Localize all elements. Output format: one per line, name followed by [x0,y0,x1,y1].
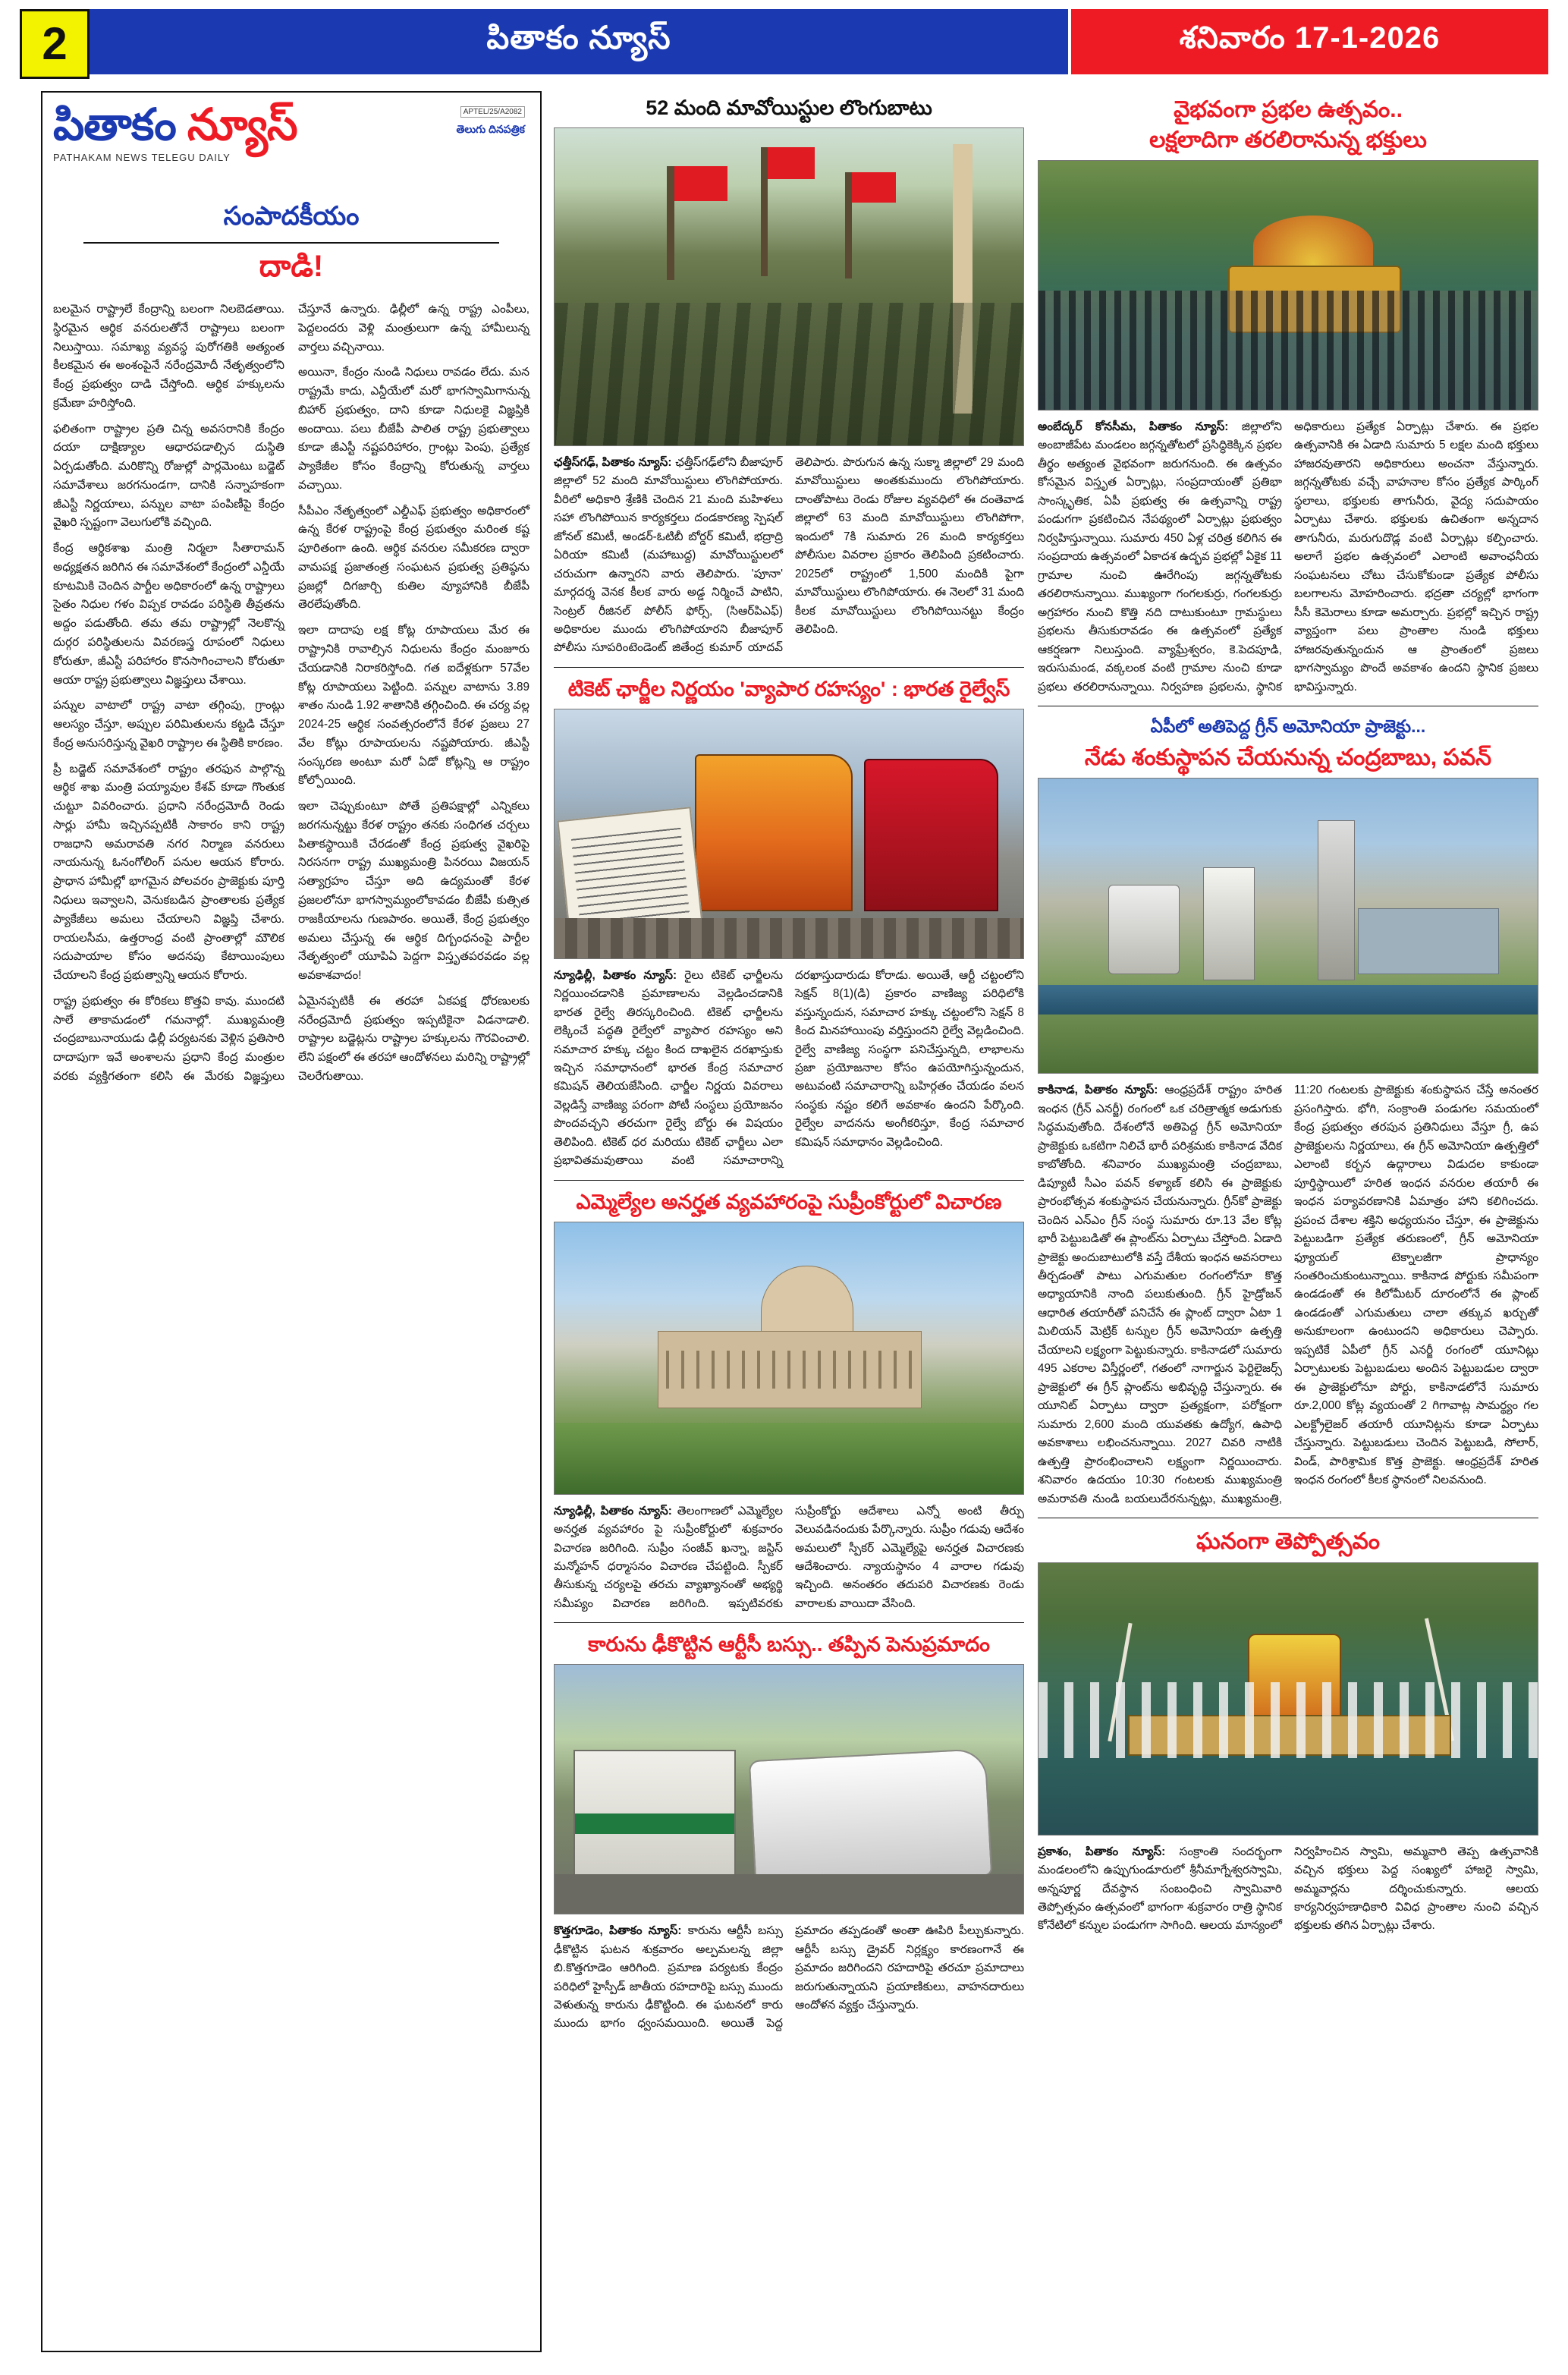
train-ticket-photo [554,709,1024,959]
center-column [554,91,1024,2034]
masthead-title: పితాకం న్యూస్ [486,19,671,55]
editorial-paragraph: పన్నుల వాటాలో రాష్ట్ర వాటా తగ్గింపు, గ్రాంట్లు ఆలస్యం చేస్తూ, అప్పుల పరిమితులను కట్టడి చేస్తూ కేంద్ర అనుసరిస్తున్న వైఖరి రాష్ట్రాల ఈ స్థితికి కారణం. [53,699,284,750]
editorial-paragraph: ఇలా చెప్పుకుంటూ పోతే ప్రతిపక్షాల్లో ఎన్నికలు జరగనున్నట్టు కేరళ రాష్ట్రం తనకు సంధిగత చర్చలు పితాకస్థాయికి చేరడంతో కేంద్ర ప్రభుత్వ వైఖరిపై నిరసనగా రాష్ట్ర ముఖ్యమంత్రి పినరయి విజయన్ సత్యాగ్రహం చేస్తూ అది ఉద్యమంతో కేరళ ప్రజలలోనూ భాగస్వామ్యంలోకావడం బీజేపీ కుత్సిత రాజకీయాలను గుణపాఠం. అయితే, కేంద్ర ప్రభుత్వం అమలు చేస్తున్న ఈ ఆర్థిక దిగ్బంధనంపై పార్టీల నేతృత్వంలో యూపిఏ పెద్దగా విస్తృతపరవడం వల్ల అవకాశవాదం! [298,800,529,983]
article-green-ammonia [1038,716,1538,1508]
article-headline: నేడు శంకుస్థాపన చేయనున్న చంద్రబాబు, పవన్ [1084,744,1492,770]
article-text: సంక్రాంతి సందర్భంగా మండలంలోని ఉప్పుగుండూరులో శ్రీనీమాగ్నేశ్వరస్వామి, అన్నపూర్ణ దేవస్థాన సంబంధించి స్వామివారి తెప్పోత్సవం ఉత్సవంలో భాగంగా శుక్రవారం రాత్రి స్థానిక కోనేటిలో కన్నుల పండుగగా సాగింది. ఆలయ మాన్యంలో నిర్వహించిన స్వామి, అమ్మవారి తెప్ప ఉత్సవానికి వచ్చిన భక్తులు పెద్ద సంఖ్యలో హాజరై స్వామి, అమ్మవార్లను దర్శించుకున్నారు. ఆలయ కార్యనిర్వహణాధికారి వివిధ ప్రాంతాల నుంచి వచ్చిన భక్తులకు తగిన ఏర్పాట్లు చేశారు. [1038,1845,1538,1933]
article-dateline: కాకినాడ, పితాకం న్యూస్: [1038,1084,1158,1097]
article-mla-disqualification [554,1190,1024,1614]
article-headline: ఎమ్మెల్యేల అనర్హత వ్యవహారంపై సుప్రీంకోర్టులో విచారణ [576,1190,1002,1213]
article-dateline: కొత్తగూడెం, పితాకం న్యూస్: [554,1924,682,1938]
editorial-section-title: సంపాదకీయం [223,202,360,231]
article-dateline: ప్రకాశం, పితాకం న్యూస్: [1038,1845,1166,1858]
article-headline: 52 మంది మావోయిస్టుల లొంగుబాటు [646,96,932,119]
article-prabhala-festival [1038,96,1538,697]
article-headline: కారును ఢీకొట్టిన ఆర్టీసీ బస్సు.. తప్పిన పెనుప్రమాదం [588,1633,990,1656]
date-band [1071,9,1548,74]
logo-registration-code: APTEL/25/A2082 [460,106,525,118]
article-bus-crash [554,1632,1024,2034]
article-body [1038,1843,1538,1936]
editorial-paragraph: అయినా, కేంద్రం నుండి నిధులు రావడం లేదు. మన రాష్ట్రమే కాదు, ఎన్డీయేలో మరో భాగస్వామిగానున్న బిహార్ ప్రభుత్వం, దాని కూడా నిధులకై విజ్ఞప్తికి అందాయి. పలు బీజేపీ పాలిత రాష్ట్ర ప్రభుత్వాలు కూడా జీఎస్టీ నష్టపరిహారం, గ్రాంట్లు పెంపు, ప్రత్యేక ప్యాకేజీల కోసం కేంద్రాన్ని కోరుతున్న వార్తలు వచ్చాయి. [298,366,529,492]
article-headline: టికెట్ ఛార్జీల నిర్ణయం 'వ్యాపార రహస్యం' : భారత రైల్వేస్ [567,677,1010,700]
editorial-paragraph: సీపీఎం నేతృత్వంలో ఎల్డీఎఫ్ ప్రభుత్వం అధికారంలో ఉన్న కేరళ రాష్ట్రంపై కేంద్ర ప్రభుత్వం మరింత కష్ట పూరితంగా ఉంది. ఆర్థిక వనరుల సమీకరణ ద్వారా వామపక్ష ప్రజాతంత్ర సంఘటన ప్రభుత్వ ప్రతిష్ఠను ప్రజల్లో దిగజార్చి కుతిల వ్యూహానికి బీజేపీ తెరలేపుతోంది. [298,504,529,612]
article-text: జిల్లాలోని అంబాజీపేట మండలం జగ్గన్నతోటలో ప్రసిద్ధికెక్కిన ప్రభల తీర్థం అత్యంత వైభవంగా జరుగనుంది. ఈ ఉత్సవం కోసమైన విస్తృత ఏర్పాట్లు, సంప్రదాయంతో ప్రతిభా సాంస్కృతిక, ఏపీ ప్రభుత్వ ఈ ఉత్సవాన్ని రాష్ట్ర పండుగగా ప్రకటించిన నేపథ్యంలో ఏర్పాట్లు ప్రభుత్వం నిర్వహిస్తున్నాయి. సుమారు 450 ఏళ్ల చరిత్ర కలిగిన ఈ సంప్రదాయ ఉత్సవంలో ఏకాదశ ఉద్భవ ప్రభల్లో ఏకైక 11 గ్రామాల నుంచి ఊరేగింపు జగ్గన్నతోటకు తరలిరానున్నాయి. ముఖ్యంగా గంగలకుర్రు, గంగలకుర్రు అగ్రహారం నుంచి కొత్తి నది దాటుకుంటూ గ్రామస్థులు ప్రభలను తీసుకురావడం ఈ ఉత్సవంలో ప్రత్యేక ఆకర్షణగా నిలుస్తుంది. వ్యాఘ్రేశ్వరం, కె.పెదపూడి, ఇరుసుమండ, వక్కలంక వంటి గ్రామాల నుంచి కూడా ప్రభలు తరలిరానున్నాయి. నిర్వహణ ప్రభలను, స్థానిక అధికారులు ప్రత్యేక ఏర్పాట్లు చేశారు. ఈ ప్రభల ఉత్సవానికి ఈ ఏడాది సుమారు 5 లక్షల మంది భక్తులు హాజరవుతారని అధికారులు అంచనా వేస్తున్నారు. జగ్గన్నతోటకు వచ్చే వాహనాల కోసం ప్రత్యేక పార్కింగ్ స్థలాలు, భక్తులకు తాగునీరు, వైద్య సదుపాయం ఏర్పాటు చేశారు. భక్తులకు ఉచితంగా అన్నదాన తాగునీరు, మరుగుదొడ్ల వంటి ఏర్పాట్లు కల్పించారు. అలాగే ప్రభల ఉత్సవంలో ఎలాంటి అవాంఛనీయ సంఘటనలు చోటు చేసుకోకుండా ప్రత్యేక పోలీసు బలగాలను మోహరించారు. భద్రతా చర్యల్లో భాగంగా సీసీ కెమెరాలు కూడా అమర్చారు. ప్రభల్లో ఇచ్చిన రాష్ట్ర వ్యాప్తంగా పలు ప్రాంతాల నుండి భక్తులు హాజరవుతున్నందున ఆ ప్రాంతంలో ప్రజలు భాగస్వామ్యం పొందే అవకాశం ఉందని స్థానిక ప్రజలు భావిస్తున్నారు. [1038,420,1538,694]
article-text: రైలు టికెట్ ఛార్జీలను నిర్ణయించడానికి ప్రమాణాలను వెల్లడించడానికి భారత రైల్వే తిరస్కరించింది. టికెట్ ఛార్జీలను లెక్కించే పద్ధతి రైల్వేలో వ్యాపార రహస్యం అని సమాచార హక్కు చట్టం కింద దాఖలైన దరఖాస్తుకు ఇచ్చిన సమాధానంలో భారత కేంద్ర సమాచార కమిషన్ తెలియజేసింది. ఛార్జీల నిర్ణయ వివరాలు వెల్లడిస్తే వాణిజ్య పరంగా పోటీ సంస్థలు ప్రయోజనం పొందవచ్చని తరచుగా రైల్వే బోర్డు ఈ విషయం తెలిపింది. టికెట్ ధర మరియు టికెట్ ఛార్జీలు ఎలా ప్రభావితమవుతాయి వంటి సమాచారాన్ని దరఖాస్తుదారుడు కోరాడు. అయితే, ఆర్టీ చట్టంలోని సెక్షన్ 8(1)(డి) ప్రకారం వాణిజ్య పరిధిలోకి వస్తున్నందున, సమాచార హక్కు చట్టంలోని సెక్షన్ 8 కింద మినహాయింపు వర్తిస్తుందని రైల్వే వెల్లడించింది. రైల్వే వాణిజ్య సంస్థగా పనిచేస్తున్నది, లాభాలను ప్రజా ప్రయోజనాల కోసం ఉపయోగిస్తున్నందున, అటువంటి సమాచారాన్ని బహిర్గతం చేయడం వలన సంస్థకు నష్టం కలిగే అవకాశం ఉందని పేర్కొంది. రైల్వేల వాదనను అంగీకరిస్తూ, కేంద్ర సమాచార కమిషన్ సమాధానం వెల్లడించింది. [554,968,1024,1168]
article-body [1038,1081,1538,1508]
logo-telugu-subtitle: తెలుగు దినపత్రిక [456,123,525,135]
editorial-column [41,91,542,2352]
bus-car-crash-photo [554,1664,1024,1914]
editorial-paragraph: ప్రీ బడ్జెట్ సమావేశంలో రాష్ట్రం తరఫున పాల్గొన్న ఆర్థిక శాఖ మంత్రి పయ్యావుల కేశవ్ కూడా గొంతుక చుట్టూ వివరించారు. ప్రధాని నరేంద్రమోదీ రెండు సార్లు హామీ ఇచ్చినప్పటికీ సాకారం కాని రాష్ట్ర రాజధాని అమరావతి నగర నిర్మాణ వనరులు నాయనున్న ఓనంగోలింగ్ పనుల ఆయన కోరారు. ప్రాధాన హామీల్లో భాగమైన పోలవరం ప్రాజెక్టుకు పూర్తి నిధులు ఇవ్వాలని, వెనుకబడిన ప్రాంతాలకు ప్రత్యేక ప్యాకేజీలు అమలు చేయాలని విజ్ఞప్తి చేశారు. రాయలసీమ, ఉత్తరాంధ్ర వంటి ప్రాంతాల్లో మౌలిక సదుపాయాల కోసం అదనపు కేటాయింపులు చేయాలని కేంద్ర ప్రభుత్వాన్ని ఆయన కోరారు. [53,762,284,983]
editorial-headline: దాడి! [259,250,324,283]
theppotsavam-photo [1038,1562,1538,1836]
article-dateline: ఛత్తీస్‌గఢ్, పితాకం న్యూస్: [554,455,672,469]
article-dateline: న్యూఢిల్లీ, పితాకం న్యూస్: [554,1504,672,1518]
divider [554,667,1024,668]
prabhala-festival-photo [1038,160,1538,411]
article-maoist-surrender [554,96,1024,658]
divider [554,1622,1024,1623]
article-body [554,967,1024,1171]
supreme-court-photo [554,1222,1024,1495]
editorial-paragraph: ఫలితంగా రాష్ట్రాల ప్రతి చిన్న అవసరానికి కేంద్రం దయా దాక్షిణ్యాల ఆధారపడాల్సిన దుస్థితి ఏర్పడుతోంది. మరికొన్ని రోజుల్లో పార్లమెంటు బడ్జెట్ సమావేశాలు జరగనుండగా, దానికి సన్నాహకంగా జీఎస్టీ నిర్ణయాలు, పన్నుల వాటా పంపిణీపై కేంద్రం వైఖరి స్పష్టంగా వెలుగులోకి వచ్చింది. [53,422,284,530]
editorial-paragraph: బలమైన రాష్ట్రాలే కేంద్రాన్ని బలంగా నిలబెడతాయి. స్థిరమైన ఆర్థిక వనరులతోనే రాష్ట్రాలు బలంగా నిలుస్తాయి. సమాఖ్య వ్యవస్థ పురోగతికి అత్యంత కీలకమైన ఈ అంశంపైనే నరేంద్రమోదీ నేతృత్వంలోని కేంద్ర ప్రభుత్వం దాడి చేస్తోంది. ఆర్థిక హక్కులను క్రమేణా హరిస్తోంది. [53,303,284,410]
logo-word-2: న్యూస్ [187,100,297,149]
right-column [1038,91,1538,1936]
article-kicker: ఏపీలో అతిపెద్ద గ్రీన్ అమోనియా ప్రాజెక్టు... [1150,716,1426,737]
article-headline: ఘనంగా తెప్పోత్సవం [1196,1529,1381,1555]
divider [83,242,499,244]
article-headline-line-1: వైభవంగా ప్రభల ఉత్సవం.. [1174,97,1403,122]
date-text: శనివారం 17-1-2026 [1179,20,1441,55]
page-number-text: 2 [42,18,68,69]
article-headline-line-2: లక్షలాదిగా తరలిరానున్న భక్తులు [1149,127,1427,153]
article-body [554,1922,1024,2034]
masthead-title-band [90,9,1068,74]
logo-word-1: పితాకం [53,100,176,149]
article-railway-fares [554,677,1024,1171]
editorial-paragraph: రాష్ట్ర ప్రభుత్వం ఈ కోరికలు కొత్తవి కావు. ముందటి సాలే తాకామడంలో గమనాల్లో. ముఖ్యమంత్రి చంద్రబాబునాయుడు ఢిల్లీ పర్యటనకు వెళ్లిన ప్రతిసారి దాదాపుగా ఇవే అంశాలను ప్రధాని కేంద్ర మంత్రుల వరకు వ్యక్తిగతంగా కలిసి ఈ మేరకు విజ్ఞప్తులు చేస్తూనే ఉన్నారు. ఢిల్లీలో ఉన్న రాష్ట్ర ఎంపీలు, పెద్దలందరు వెళ్లి మంత్రులుగా ఉన్న హామీలున్న వార్తలు వచ్చినాయి. [53,303,529,1083]
editorial-body [53,300,529,1090]
article-body [554,1502,1024,1614]
editorial-paragraph: ఏమైనప్పటికీ ఈ తరహా ఏకపక్ష ధోరణులకు నరేంద్రమోదీ ప్రభుత్వం ఇప్పటికైనా విడనాడాలి. రాష్ట్రాల బడ్జెట్లను రాష్ట్రాల హక్కులను గౌరవించాలి. లేని పక్షంలో ఈ తరహా ఆందోళనలు మరిన్ని రాష్ట్రాల్లో చెలరేగుతాయి. [298,994,529,1083]
green-ammonia-plant-photo [1038,778,1538,1074]
article-theppotsavam [1038,1527,1538,1936]
page-number-badge [20,9,90,79]
divider [554,1180,1024,1181]
article-body [1038,418,1538,697]
article-text: కారును ఆర్టీసీ బస్సు ఢీకొట్టిన ఘటన శుక్రవారం అల్పమలన్న జిల్లా బి.కొత్తగూడెం ఆరిగింది. ప్రమాణ పర్యటకు కేంద్రం పరిధిలో హైస్పీడ్ జాతీయ రహదారిపై బస్సు ముందు వెళుతున్న కారును ఢీకొట్టింది. ఈ ఘటనలో కారు ముందు భాగం ధ్వంసమయింది. అయితే పెద్ద ప్రమాదం తప్పడంతో అంతా ఊపిరి పీల్చుకున్నారు. ఆర్టీసీ బస్సు డ్రైవర్ నిర్లక్ష్యం కారణంగానే ఈ ప్రమాదం జరిగిందని రహదారిపై తరచూ ప్రమాదాలు జరుగుతున్నాయని ప్రయాణికులు, వాహనదారులు ఆందోళన వ్యక్తం చేస్తున్నారు. [554,1924,1024,2031]
editorial-paragraph: కేంద్ర ఆర్థికశాఖ మంత్రి నిర్మలా సీతారామన్ అధ్యక్షతన జరిగిన ఈ సమావేశంలో కేంద్రంలో ఎన్డీయే కూటమికి చెందిన పార్టీల అధికారంలో ఉన్న రాష్ట్రాలు సైతం నిధుల గళం విప్పక రావడం పరిస్థితి తీవ్రతను అద్దం పడుతోంది. తమ తమ రాష్ట్రాల్లో నెలకొన్న దుర్గర పరిస్థితులను వివరణస్త్ర రూపంలో నిధులు కోరుతూ, జీఎస్టీ పరిహారం కొనసాగించాలని కోరుతూ ఆయా రాష్ట్ర ప్రభుత్వాలు విజ్ఞప్తులు చేశాయి. [53,542,284,687]
editorial-paragraph: ఇలా దాదాపు లక్ష కోట్ల రూపాయలు మేర ఈ రాష్ట్రానికి రావాల్సిన నిధులను కేంద్రం మంజూరు చేయడానికి నిరాకరిస్తోంది. గత ఐదేళ్లకుగా 57వేల కోట్ల రూపాయలు పెట్టింది. పన్నుల వాటాను 3.89 శాతం నుండి 1.92 శాతానికి తగ్గించింది. ఈ చర్య వల్ల 2024-25 ఆర్థిక సంవత్సరంలోనే కేరళ ప్రజలు 27 వేల కోట్లు రూపాయలను నష్టపోయారు. జీఎస్టీ సంస్కరణ అంటూ మరో ఏడో కోట్లన్ని ఆ రాష్ట్రం కోల్పోయింది. [298,624,529,788]
article-text: తెలంగాణలో ఎమ్మెల్యేల అనర్హత వ్యవహారం పై సుప్రీంకోర్టులో శుక్రవారం విచారణ జరిగింది. సుప్రీం సంజీవ్ ఖన్నా, జస్టిస్ మన్మోహన్ ధర్మాసనం విచారణ చేపట్టింది. స్పీకర్ తీసుకున్న చర్యలపై తరచు వ్యాఖ్యానంతో అభ్యర్థి సమీప్యం విచారణ జరిగింది. ఇప్పటివరకు సుప్రీంకోర్టు ఆదేశాలు ఎన్నో అంటి తీర్పు వెలువడినందుకు పేర్కొన్నారు. సుప్రీం గడువు ఆదేశం అమలులో స్పీకర్ ఎమ్మెల్యేపై అనర్హత విచారణకు ఆదేశించారు. న్యాయస్థానం 4 వారాల గడువు ఇచ్చింది. అనంతరం తదుపరి విచారణకు రెండు వారాలకు వాయిదా వేసింది. [554,1504,1024,1610]
article-text: ఆంధ్రప్రదేశ్ రాష్ట్రం హరిత ఇంధన (గ్రీన్ ఎనర్జీ) రంగంలో ఒక చరిత్రాత్మక అడుగుకు సిద్ధమవుతోంది. దేశంలోనే అతిపెద్ద గ్రీన్ అమోనియా ప్రాజెక్టుకు ఒకటిగా నిలిచే భారీ పరిశ్రమకు కాకినాడ వేదిక కాబోతోంది. శనివారం ముఖ్యమంత్రి చంద్రబాబు, డిప్యూటీ సీఎం పవన్ కళ్యాణ్ కలిసి ఈ ప్రాజెక్టుకు ప్రారంభోత్సవ శంకుస్థాపన చేయనున్నారు. గ్రీన్‌కో ప్రాజెక్టు చెందిన ఎన్‌ఎం గ్రీన్ సంస్థ సుమారు రూ.13 వేల కోట్ల భారీ పెట్టుబడితో ఈ ప్లాంట్‌ను ఏర్పాటు చేస్తోంది. ఏడాది ప్రాజెక్టు అందుబాటులోకి వస్తే దేశీయ ఇంధన అవసరాలు తీర్చడంతో పాటు ఎగుమతుల రంగంలోనూ కొత్త అధ్యాయానికి నాంది పలుకుతుంది. గ్రీన్ హైడ్రోజన్ ఆధారిత తయారీతో పనిచేసే ఈ ప్లాంట్ ద్వారా ఏటా 1 మిలియన్ మెట్రిక్ టన్నుల గ్రీన్ అమోనియా ఉత్పత్తి చేయాలని లక్ష్యంగా పెట్టుకున్నారు. కాకినాడలో సుమారు 495 ఎకరాల విస్తీర్ణంలో, గతంలో నాగార్జున ఫెర్టిలైజర్స్ ప్రాజెక్టులో ఈ గ్రీన్ ప్లాంట్‌ను అభివృద్ధి చేస్తున్నారు. ఈ యూనిట్ ఏర్పాటు ద్వారా ప్రత్యక్షంగా, పరోక్షంగా సుమారు 2,600 మంది యువతకు ఉద్యోగ, ఉపాధి అవకాశాలు లభించనున్నాయి. 2027 చివరి నాటికి ఉత్పత్తి ప్రారంభించాలని లక్ష్యంగా నిర్ణయించారు. శనివారం ఉదయం 10:30 గంటలకు ముఖ్యమంత్రి అమరావతి నుండి బయలుదేరనున్నట్లు, ముఖ్యమంత్రి, 11:20 గంటలకు ప్రాజెక్టుకు శంకుస్థాపన చేస్తే అనంతర ప్రసంగిస్తారు. భోగి, సంక్రాంతి పండుగల సమయంలో కేంద్ర ప్రభుత్వం తరపున ప్రతినిధులు వేస్తూ గ్రీ, ఉప ప్రాజెక్టులను నిర్ణయాలు, ఈ గ్రీన్ అమోనియా ఉత్పత్తిలో ఎలాంటి కర్బన ఉద్గారాలు విడుదల కాకుండా పూర్తిస్థాయిలో హరిత ఇంధన వనరుల తయారీ ఈ ఇంధన పర్యావరణానికి ఏమాత్రం హాని కలిగించదు. ప్రపంచ దేశాల శక్తిని అధ్యయనం చేస్తూ, ఈ ప్రాజెక్టును పెట్టుబడిగా ప్రత్యేక తరుణంలో, గ్రీన్ అమోనియా ఫ్యూయల్ టెక్నాలజీగా ప్రాధాన్యం సంతరించుకుంటున్నాయి. కాకినాడ పోర్టుకు సమీపంగా ఉండడంతో ఈ కిలోమీటర్ దూరంలోనే ఈ ప్లాంట్ ఉండడంతో ఎగుమతులు చాలా తక్కువ ఖర్చుతో అనుకూలంగా ఉంటుందని అధికారులు చెప్పారు. ఇప్పటికే ఏపీలో గ్రీన్ ఎనర్జీ రంగంలో యూనిట్లు ఏర్పాటులకు పెట్టుబడులు అందిన పెట్టుబడుల ద్వారా ఈ ప్రాజెక్టులోనూ పోర్టు, కాకినాడలోనే సుమారు రూ.2,000 కోట్ల వ్యయంతో 2 గిగావాట్ల సామర్థ్యం గల ఎలక్ట్రోలైజర్ తయారీ యూనిట్లను కూడా ఏర్పాటు చేస్తున్నారు. పెట్టుబడులు చెందిన పెట్టుబడి, సోలార్, విండ్, పారిశ్రామిక కొత్త ప్రాజెక్టు. ఆంధ్రప్రదేశ్ హరిత ఇంధన రంగంలో కీలక స్థానంలో నిలవనుంది. [1038,1084,1538,1505]
article-dateline: అంబేద్కర్ కోనసీమ, పితాకం న్యూస్: [1038,420,1229,433]
maoist-surrender-photo [554,127,1024,446]
article-dateline: న్యూఢిల్లీ, పితాకం న్యూస్: [554,968,677,982]
page-header [0,0,1568,82]
logo-english-subtitle: PATHAKAM NEWS TELEGU DAILY [53,152,231,163]
article-text: ఛత్తీస్‌గఢ్‌లోని బీజాపూర్ జిల్లాలో 52 మంది మావోయిస్టులు లొంగిపోయారు. వీరిలో అధికారి శ్రేణికి చెందిన 21 మంది మహిళలు సహా లొంగిపోయిన కార్యకర్తలు దండకారణ్య స్పెషల్ జోనల్ కమిటీ, అండర్‌-ఓటిబీ బోర్డర్ కమిటీ, భద్రాద్రి ఏరియా కమిటీ (మహాబుద్ద) మావోయిస్టులలో చరుచుగా ఉన్నారని వారు తెలిపారు. 'పూనా' మార్గదర్శ వెనక కీలక వారు అడ్డ నిర్మించే పాటిని, సెంట్రల్ రీజినల్ పోలీస్ ఫోర్స్, (సిఆర్‌పిఎఫ్) అధికారుల ముందు లొంగిపోయారని బీజాపూర్ పోలీసు సూపరింటెండెంట్ జితేంద్ర కుమార్ యాదవ్ తెలిపారు. పొరుగున ఉన్న సుక్మా జిల్లాలో 29 మంది మావోయిస్టులు అంతకుముందు లొంగిపోయారు. దాంతోపాటు రెండు రోజుల వ్యవధిలో ఈ దంతెవాడ జిల్లాలో 63 మంది మావోయిస్టులు లొంగిపోగా, ఇందులో 7కి సుమారు 26 మంది కార్యకర్తలు పోలీసుల వివరాల ప్రకారం తెలిపింది ప్రకటించారు. 2025లో రాష్ట్రంలో 1,500 మందికి పైగా మావోయిస్టులు లొంగిపోయారు. ఈ నెలలో 31 మంది కీలక మావోయిస్టులు లొంగిపోయినట్టు కేంద్రం తెలిపింది. [554,455,1024,655]
newspaper-logo [53,100,529,194]
article-body [554,454,1024,658]
